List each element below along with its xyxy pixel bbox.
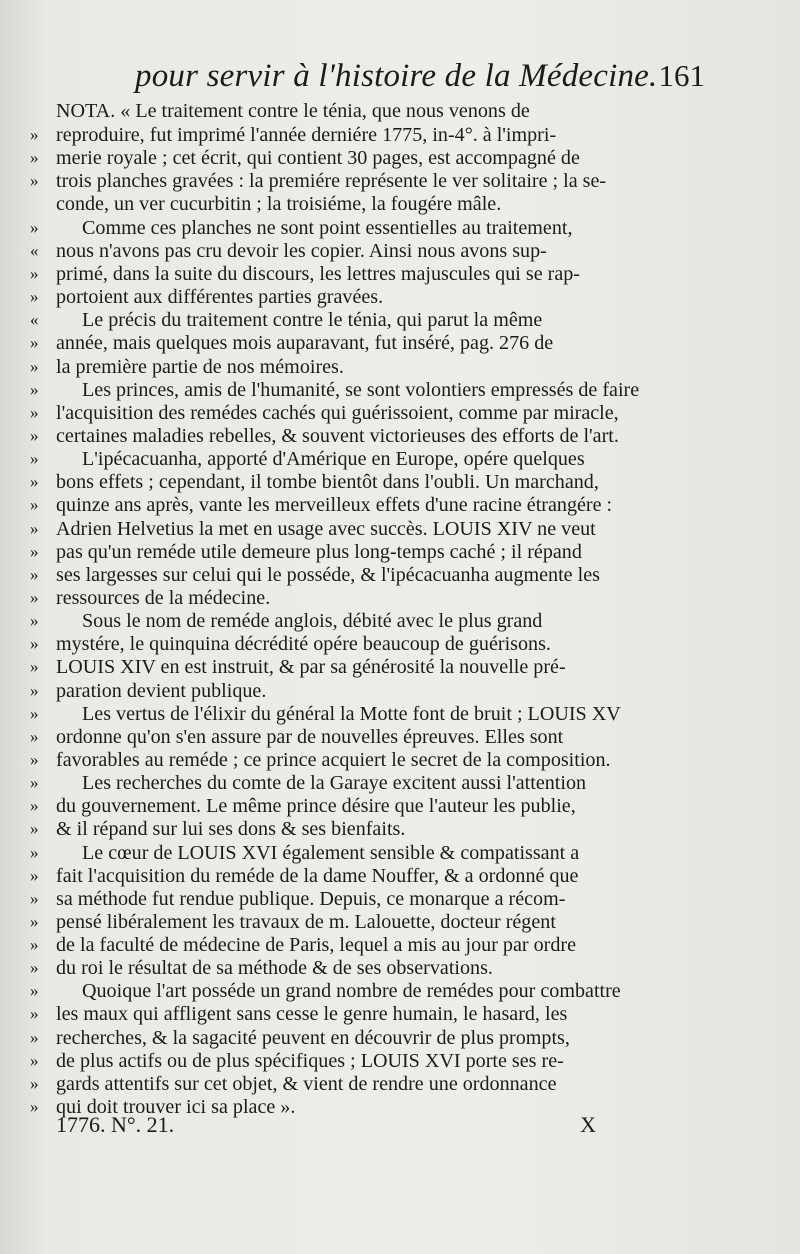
text-line — [30, 146, 710, 169]
text-line — [30, 771, 710, 794]
text-line — [30, 702, 710, 725]
quote-mark: » — [30, 819, 39, 839]
line-text: favorables au reméde ; ce prince acquiert le secret de la composition. — [56, 748, 611, 771]
text-line — [30, 1002, 710, 1025]
line-text: ressources de la médecine. — [56, 586, 271, 609]
quote-mark: » — [30, 911, 39, 931]
line-text: Les vertus de l'élixir du général la Motte font de bruit ; LOUIS XV — [82, 702, 621, 725]
paragraph — [30, 841, 710, 980]
line-text: certaines maladies rebelles, & souvent victorieuses des efforts de l'art. — [56, 424, 619, 447]
quote-mark: » — [30, 1027, 39, 1047]
paragraph — [30, 378, 710, 447]
quote-mark: » — [30, 379, 39, 399]
line-text: ses largesses sur celui qui le posséde, & l'ipécacuanha augmente les — [56, 563, 600, 586]
line-text: les maux qui affligent sans cesse le genre humain, le hasard, les — [56, 1003, 568, 1026]
line-text: pensé libéralement les travaux de m. Lalouette, docteur régent — [56, 910, 556, 933]
paragraph — [30, 979, 710, 1118]
text-line — [30, 979, 710, 1002]
text-line — [30, 864, 710, 887]
line-text: de plus actifs ou de plus spécifiques ; LOUIS XVI porte ses re- — [56, 1049, 564, 1072]
text-line — [30, 378, 710, 401]
quote-mark: » — [30, 356, 39, 376]
line-text: & il répand sur lui ses dons & ses bienfaits. — [56, 818, 406, 841]
text-line — [30, 123, 710, 146]
line-text: portoient aux différentes parties gravées. — [56, 286, 384, 309]
line-text: mystére, le quinquina décrédité opére beaucoup de guérisons. — [56, 633, 551, 656]
quote-mark: » — [30, 935, 39, 955]
line-text: Sous le nom de reméde anglois, débité avec le plus grand — [82, 610, 543, 633]
line-text: du gouvernement. Le même prince désire que l'auteur les publie, — [56, 795, 576, 818]
text-line — [30, 540, 710, 563]
line-text: Comme ces planches ne sont point essentielles au traitement, — [82, 216, 573, 239]
quote-mark: » — [30, 333, 39, 353]
text-line — [30, 331, 710, 354]
quote-mark: » — [30, 1073, 39, 1093]
line-text: Le cœur de LOUIS XVI également sensible & compatissant a — [82, 841, 580, 864]
text-line — [30, 725, 710, 748]
line-text: nous n'avons pas cru devoir les copier. Ainsi nous avons sup- — [56, 239, 547, 262]
line-text: ordonne qu'on s'en assure par de nouvelles épreuves. Elles sont — [56, 725, 564, 748]
line-text: merie royale ; cet écrit, qui contient 30 pages, est accompagné de — [56, 147, 580, 170]
text-line — [30, 794, 710, 817]
text-line — [30, 517, 710, 540]
quote-mark: » — [30, 842, 39, 862]
text-line — [30, 679, 710, 702]
line-text: Quoique l'art posséde un grand nombre de remédes pour combattre — [82, 980, 621, 1003]
text-line — [30, 1026, 710, 1049]
quote-mark: » — [30, 1050, 39, 1070]
line-text: l'acquisition des remédes cachés qui guérissoient, comme par miracle, — [56, 401, 619, 424]
quote-mark: » — [30, 425, 39, 445]
line-text: du roi le résultat de sa méthode & de ses observations. — [56, 957, 493, 980]
line-text: conde, un ver cucurbitin ; la troisiéme, la fougére mâle. — [56, 192, 502, 215]
quote-mark: » — [30, 703, 39, 723]
quote-mark: » — [30, 402, 39, 422]
text-line — [30, 586, 710, 609]
text-line — [30, 355, 710, 378]
quote-mark: » — [30, 680, 39, 700]
text-line — [30, 262, 710, 285]
text-line — [30, 169, 710, 192]
line-text: fait l'acquisition du reméde de la dame Nouffer, & a ordonné que — [56, 864, 579, 887]
quote-mark: » — [30, 564, 39, 584]
quote-mark: » — [30, 125, 39, 145]
quote-mark: » — [30, 217, 39, 237]
quote-mark: » — [30, 148, 39, 168]
signature-mark: X — [580, 1112, 596, 1137]
line-text: Le précis du traitement contre le ténia, qui parut la même — [82, 309, 543, 332]
quote-mark: » — [30, 726, 39, 746]
text-line — [30, 424, 710, 447]
quote-mark: » — [30, 749, 39, 769]
text-line — [30, 655, 710, 678]
page-number: 161 — [658, 58, 705, 93]
paragraph — [30, 609, 710, 702]
quote-mark: » — [30, 287, 39, 307]
paragraph — [30, 447, 710, 609]
page-header — [120, 58, 705, 102]
line-text: année, mais quelques mois auparavant, fut inséré, pag. 276 de — [56, 332, 554, 355]
quote-mark: » — [30, 1097, 39, 1117]
quote-mark: « — [30, 310, 39, 330]
line-text: reproduire, fut imprimé l'année derniére 1775, in-4°. à l'impri- — [56, 124, 557, 147]
quote-mark: » — [30, 472, 39, 492]
quote-mark: » — [30, 657, 39, 677]
text-line — [30, 493, 710, 516]
line-text: bons effets ; cependant, il tombe bientôt dans l'oubli. Un marchand, — [56, 471, 599, 494]
body-text — [30, 100, 710, 1118]
paragraph — [30, 771, 710, 840]
text-line — [30, 1049, 710, 1072]
quote-mark: « — [30, 240, 39, 260]
paragraph — [30, 702, 710, 771]
text-line — [30, 193, 710, 216]
text-line — [30, 447, 710, 470]
quote-mark: » — [30, 541, 39, 561]
text-line — [30, 632, 710, 655]
text-line — [30, 470, 710, 493]
text-line — [30, 401, 710, 424]
quote-mark: » — [30, 587, 39, 607]
paragraph — [30, 308, 710, 377]
text-line — [30, 239, 710, 262]
text-line — [30, 910, 710, 933]
quote-mark: » — [30, 981, 39, 1001]
line-text: primé, dans la suite du discours, les lettres majuscules qui se rap- — [56, 262, 580, 285]
text-line — [30, 1072, 710, 1095]
quote-mark: » — [30, 958, 39, 978]
text-line — [30, 956, 710, 979]
line-text: la première partie de nos mémoires. — [56, 355, 344, 378]
line-text: Les recherches du comte de la Garaye excitent aussi l'attention — [82, 772, 587, 795]
text-line — [30, 308, 710, 331]
text-line — [30, 887, 710, 910]
line-text: paration devient publique. — [56, 679, 267, 702]
quote-mark: » — [30, 796, 39, 816]
quote-mark: » — [30, 1004, 39, 1024]
line-text: trois planches gravées : la premiére représente le ver solitaire ; la se- — [56, 170, 607, 193]
line-text: pas qu'un reméde utile demeure plus long-temps caché ; il répand — [56, 540, 582, 563]
text-line — [30, 216, 710, 239]
line-text: gards attentifs sur cet objet, & vient de rendre une ordonnance — [56, 1072, 557, 1095]
quote-mark: » — [30, 518, 39, 538]
text-line — [30, 748, 710, 771]
quote-mark: » — [30, 865, 39, 885]
paragraph — [30, 216, 710, 309]
text-line — [30, 609, 710, 632]
quote-mark: » — [30, 449, 39, 469]
running-title: pour servir à l'histoire de la Médecine. — [135, 58, 658, 94]
line-text: NOTA. « Le traitement contre le ténia, que nous venons de — [56, 100, 530, 122]
line-text: qui doit trouver ici sa place ». — [56, 1096, 296, 1119]
text-line — [30, 841, 710, 864]
line-text: Les princes, amis de l'humanité, se sont volontiers empressés de faire — [82, 378, 640, 401]
paragraph — [30, 100, 710, 216]
line-text: Adrien Helvetius la met en usage avec succès. LOUIS XIV ne veut — [56, 517, 596, 540]
line-text: L'ipécacuanha, apporté d'Amérique en Europe, opére quelques — [82, 448, 585, 471]
issue-number: 1776. N°. 21. — [56, 1112, 175, 1137]
text-line — [30, 563, 710, 586]
quote-mark: » — [30, 171, 39, 191]
line-text: LOUIS XIV en est instruit, & par sa générosité la nouvelle pré- — [56, 656, 566, 679]
quote-mark: » — [30, 888, 39, 908]
quote-mark: » — [30, 611, 39, 631]
quote-mark: » — [30, 263, 39, 283]
quote-mark: » — [30, 634, 39, 654]
line-text: recherches, & la sagacité peuvent en découvrir de plus prompts, — [56, 1026, 570, 1049]
line-text: de la faculté de médecine de Paris, lequel a mis au jour par ordre — [56, 934, 576, 957]
line-text: sa méthode fut rendue publique. Depuis, ce monarque a récom- — [56, 887, 566, 910]
text-line — [30, 933, 710, 956]
quote-mark: » — [30, 773, 39, 793]
text-line — [30, 285, 710, 308]
quote-mark: » — [30, 495, 39, 515]
line-text: quinze ans après, vante les merveilleux effets d'une racine étrangére : — [56, 494, 613, 517]
text-line — [30, 817, 710, 840]
text-line — [30, 100, 710, 123]
page-footer — [56, 1112, 596, 1138]
